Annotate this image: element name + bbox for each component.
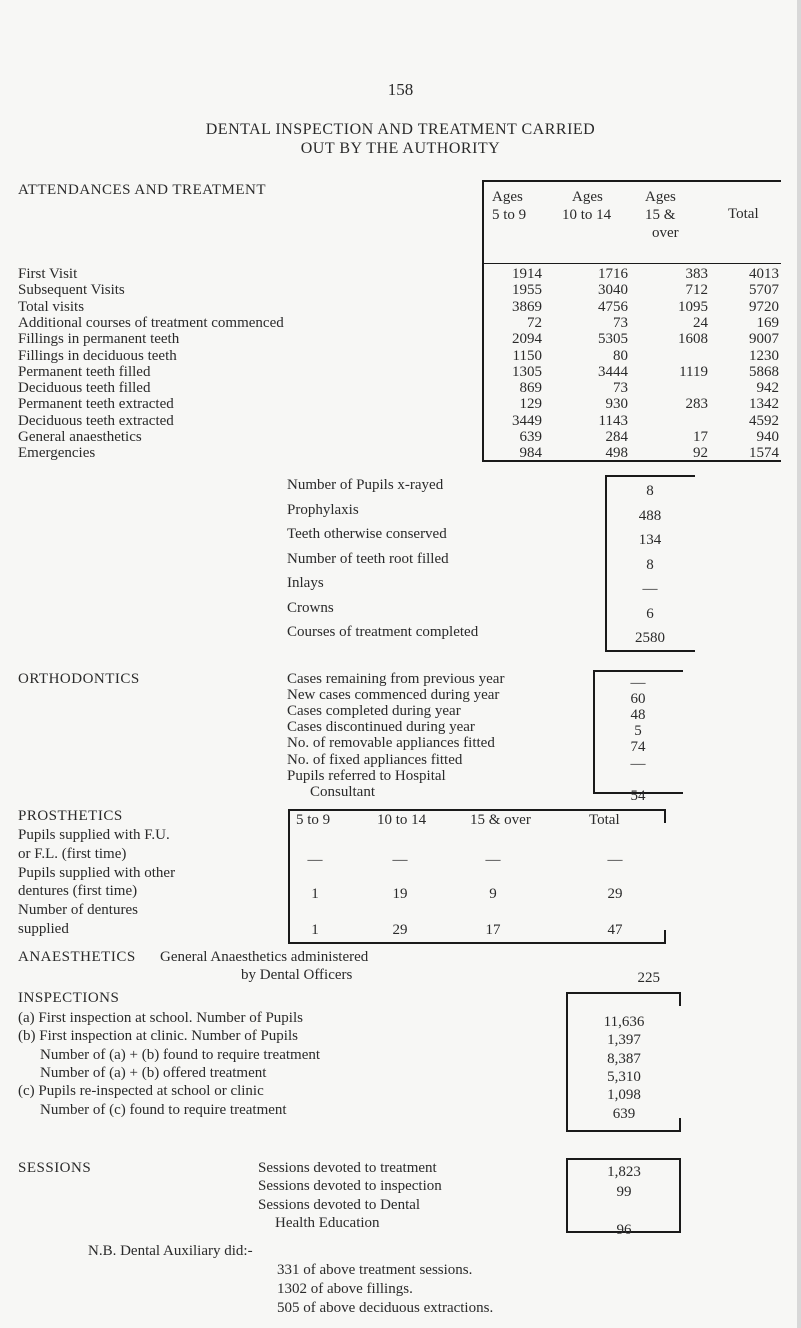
prosthetics-label: or F.L. (first time) (18, 845, 127, 862)
row-value: 3869 (512, 298, 542, 315)
prosthetics-value: 29 (607, 886, 623, 902)
row-value: 712 (685, 282, 708, 299)
session-value: 96 (616, 1222, 632, 1238)
pros-bottom-rule (288, 942, 666, 944)
summary-label: Crowns (287, 599, 334, 616)
prosthetics-heading: PROSTHETICS (18, 808, 123, 824)
row-value: 940 (756, 429, 779, 445)
row-label: Subsequent Visits (18, 282, 125, 299)
row-label: Deciduous teeth filled (18, 380, 151, 397)
ortho-value: — (630, 675, 646, 691)
prosthetics-value: — (307, 852, 323, 868)
row-value: 24 (693, 314, 708, 331)
inspection-value: 639 (612, 1105, 636, 1122)
session-label: Health Education (275, 1214, 380, 1231)
summary-label: Number of teeth root filled (287, 550, 449, 567)
summary-value: 2580 (635, 630, 665, 646)
prosthetics-value: 1 (311, 922, 319, 938)
prosthetics-value: 29 (392, 922, 408, 938)
ortho-top-rule (593, 670, 683, 672)
row-value: 984 (519, 445, 542, 462)
inspection-label: (c) Pupils re-inspected at school or clinic (18, 1083, 264, 1100)
row-value: 1914 (512, 266, 542, 282)
inspection-label: Number of (c) found to require treatment (40, 1101, 287, 1118)
col-header-15over: Ages 15 & over (645, 189, 679, 241)
row-value: 1305 (512, 363, 542, 380)
row-value: 169 (756, 314, 779, 331)
summary-bottom-rule (605, 650, 695, 652)
prosthetics-label: Pupils supplied with F.U. (18, 827, 170, 843)
orthodontics-heading: ORTHODONTICS (18, 671, 140, 687)
row-value: 92 (693, 445, 708, 462)
prosthetics-label: supplied (18, 921, 69, 937)
row-value: 4013 (749, 266, 779, 282)
pros-col-total: Total (589, 812, 620, 828)
summary-value: 488 (638, 507, 662, 524)
prosthetics-value: 19 (392, 886, 408, 902)
insp-bottom-rule (566, 1130, 681, 1132)
row-value: 498 (605, 445, 628, 462)
sess-left-rule (566, 1158, 568, 1232)
row-label: Permanent teeth filled (18, 363, 151, 380)
page-edge-shadow (797, 0, 801, 1328)
row-value: 129 (519, 396, 542, 413)
anaesthetics-text1: General Anaesthetics administered (160, 949, 369, 965)
ortho-label: Cases completed during year (287, 703, 461, 720)
row-value: 1230 (749, 347, 779, 364)
table-header-rule (482, 263, 781, 264)
row-label: First Visit (18, 266, 78, 282)
ortho-label: Pupils referred to Hospital (287, 767, 446, 784)
row-value: 9007 (749, 331, 779, 348)
inspections-heading: INSPECTIONS (18, 990, 120, 1006)
prosthetics-value: — (607, 852, 623, 868)
row-value: 1716 (598, 266, 628, 282)
row-value: 1608 (678, 331, 708, 348)
ortho-value: — (630, 755, 646, 772)
row-value: 5707 (749, 282, 779, 299)
ortho-value: 74 (630, 739, 646, 756)
inspection-label: (b) First inspection at clinic. Number of Pupils (18, 1028, 298, 1045)
row-value: 73 (613, 314, 628, 331)
summary-top-rule (605, 475, 695, 477)
pros-col-15over: 15 & over (470, 812, 531, 828)
ortho-label: No. of removable appliances fitted (287, 735, 495, 752)
ortho-label: Cases discontinued during year (287, 719, 475, 736)
row-value: 1119 (679, 363, 708, 380)
inspection-label: Number of (a) + (b) found to require treatment (40, 1046, 321, 1063)
note-line4: 505 of above deciduous extractions. (277, 1300, 494, 1316)
summary-value: — (642, 581, 658, 597)
table-top-rule (482, 180, 781, 182)
row-value: 5868 (749, 363, 779, 380)
row-label: Emergencies (18, 445, 96, 462)
row-value: 1574 (749, 445, 779, 462)
session-value: 1,823 (607, 1164, 641, 1180)
ortho-value: 48 (630, 707, 646, 724)
anaesthetics-text2: by Dental Officers (241, 967, 353, 983)
row-value: 4592 (749, 412, 779, 429)
summary-left-rule (605, 475, 607, 651)
note-line3: 1302 of above fillings. (277, 1281, 413, 1297)
summary-label: Number of Pupils x-rayed (287, 477, 444, 493)
ortho-value: 60 (630, 691, 646, 708)
page-number: 158 (387, 80, 414, 99)
summary-label: Prophylaxis (287, 501, 359, 518)
pros-col-10to14: 10 to 14 (377, 812, 427, 828)
page-title-line1: DENTAL INSPECTION AND TREATMENT CARRIED (205, 121, 596, 138)
pros-right-tick-top (664, 809, 666, 823)
col-header-10to14: Ages 10 to 14 (562, 189, 612, 223)
row-label: Additional courses of treatment commenced (18, 314, 284, 331)
summary-value: 8 (646, 483, 654, 499)
col-header-total: Total (728, 206, 759, 222)
session-label: Sessions devoted to treatment (258, 1160, 437, 1176)
col-header-5to9: Ages 5 to 9 (492, 189, 527, 223)
session-label: Sessions devoted to inspection (258, 1178, 442, 1195)
insp-right-tick-top (679, 992, 681, 1006)
prosthetics-label: dentures (first time) (18, 883, 138, 900)
sess-right-rule (679, 1158, 681, 1232)
summary-value: 8 (646, 556, 654, 573)
sessions-heading: SESSIONS (18, 1160, 92, 1176)
summary-label: Teeth otherwise conserved (287, 526, 447, 542)
ortho-value: 54 (630, 787, 646, 804)
row-value: 869 (519, 380, 542, 397)
inspection-value: 5,310 (607, 1068, 641, 1085)
summary-value: 134 (638, 532, 662, 548)
row-label: Deciduous teeth extracted (18, 412, 174, 429)
row-value: 383 (685, 266, 708, 282)
ortho-label: Consultant (310, 783, 376, 800)
prosthetics-label: Number of dentures (18, 902, 138, 919)
row-label: Total visits (18, 298, 85, 315)
inspection-value: 11,636 (603, 1014, 645, 1030)
note-line2: 331 of above treatment sessions. (277, 1262, 473, 1278)
row-value: 2094 (512, 331, 542, 348)
row-value: 942 (756, 380, 779, 397)
row-value: 1342 (749, 396, 779, 413)
summary-label: Inlays (287, 575, 324, 591)
prosthetics-value: 1 (311, 886, 319, 902)
row-value: 80 (613, 347, 628, 364)
session-label: Sessions devoted to Dental (258, 1196, 421, 1213)
inspection-label: Number of (a) + (b) offered treatment (40, 1064, 267, 1081)
row-value: 1150 (512, 347, 542, 364)
row-value: 4756 (598, 298, 628, 315)
pros-col-5to9: 5 to 9 (296, 812, 331, 828)
row-value: 930 (605, 396, 628, 413)
prosthetics-value: — (392, 852, 408, 868)
prosthetics-value: 47 (607, 922, 623, 938)
ortho-label: New cases commenced during year (287, 687, 500, 704)
row-value: 9720 (749, 298, 779, 315)
insp-left-rule (566, 992, 568, 1131)
inspection-value: 1,098 (607, 1087, 641, 1104)
insp-top-rule (566, 992, 681, 994)
prosthetics-value: 17 (485, 922, 501, 938)
pros-top-rule (288, 809, 666, 811)
row-value: 283 (685, 396, 708, 413)
ortho-label: Cases remaining from previous year (287, 671, 505, 687)
row-label: Permanent teeth extracted (18, 396, 174, 413)
row-value: 1143 (598, 412, 628, 429)
row-value: 73 (613, 380, 628, 397)
anaesthetics-heading: ANAESTHETICS (18, 949, 136, 965)
prosthetics-value: — (485, 852, 501, 868)
summary-label: Courses of treatment completed (287, 624, 479, 640)
row-value: 3040 (598, 282, 628, 299)
row-value: 17 (693, 429, 708, 445)
sess-top-rule (566, 1158, 681, 1160)
row-value: 1955 (512, 282, 542, 299)
ortho-label: No. of fixed appliances fitted (287, 751, 463, 768)
session-value: 99 (616, 1184, 632, 1200)
row-label: Fillings in permanent teeth (18, 331, 180, 348)
ortho-value: 5 (634, 723, 642, 740)
prosthetics-label: Pupils supplied with other (18, 864, 176, 881)
attendances-heading: ATTENDANCES AND TREATMENT (18, 182, 267, 198)
row-value: 3449 (512, 412, 542, 429)
prosthetics-value: 9 (489, 886, 497, 902)
row-label: Fillings in deciduous teeth (18, 347, 177, 364)
row-value: 5305 (598, 331, 628, 348)
page-title-line2: OUT BY THE AUTHORITY (300, 140, 501, 157)
row-value: 639 (519, 429, 542, 445)
row-value: 284 (605, 429, 628, 445)
note-line1: N.B. Dental Auxiliary did:- (88, 1243, 253, 1259)
row-value: 72 (527, 314, 542, 331)
anaesthetics-value: 225 (637, 970, 660, 986)
row-label: General anaesthetics (18, 429, 142, 445)
inspection-value: 1,397 (607, 1032, 641, 1049)
ortho-left-rule (593, 670, 595, 793)
row-value: 1095 (678, 298, 708, 315)
row-value: 3444 (598, 363, 628, 380)
summary-value: 6 (646, 605, 654, 622)
inspection-label: (a) First inspection at school. Number of Pupils (18, 1010, 303, 1026)
inspection-value: 8,387 (607, 1050, 641, 1067)
